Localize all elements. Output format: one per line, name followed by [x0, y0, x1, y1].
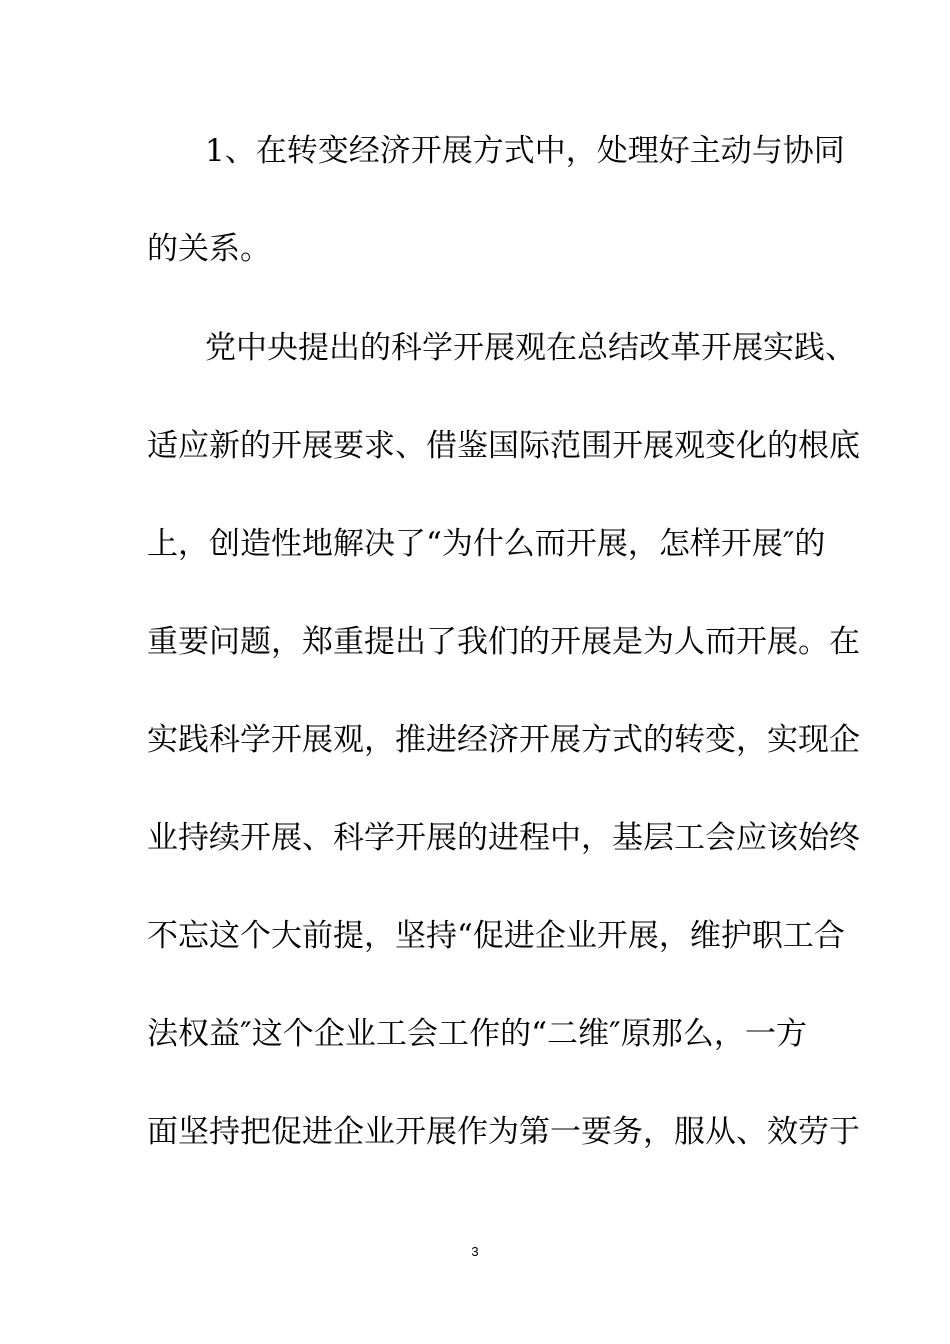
text-line: 党中央提出的科学开展观在总结改革开展实践、 [205, 330, 856, 366]
text-line: 的关系。 [147, 231, 271, 267]
text-line: 上，创造性地解决了“为什么而开展，怎样开展″的 [147, 526, 826, 562]
text-line: 不忘这个大前提，坚持“促进企业开展，维护职工合 [147, 918, 845, 954]
text-line: 法权益″这个企业工会工作的“二维″原那么，一方 [147, 1016, 807, 1052]
text-line: 面坚持把促进企业开展作为第一要务，服从、效劳于 [147, 1114, 860, 1150]
text-line: 实践科学开展观，推进经济开展方式的转变，实现企 [147, 722, 860, 758]
page-number: 3 [471, 1244, 479, 1259]
text-line: 适应新的开展要求、借鉴国际范围开展观变化的根底 [147, 428, 860, 464]
text-line: 重要问题，郑重提出了我们的开展是为人而开展。在 [147, 624, 860, 660]
text-line: 业持续开展、科学开展的进程中，基层工会应该始终 [147, 820, 860, 856]
text-line: 1、在转变经济开展方式中，处理好主动与协同 [205, 133, 845, 169]
